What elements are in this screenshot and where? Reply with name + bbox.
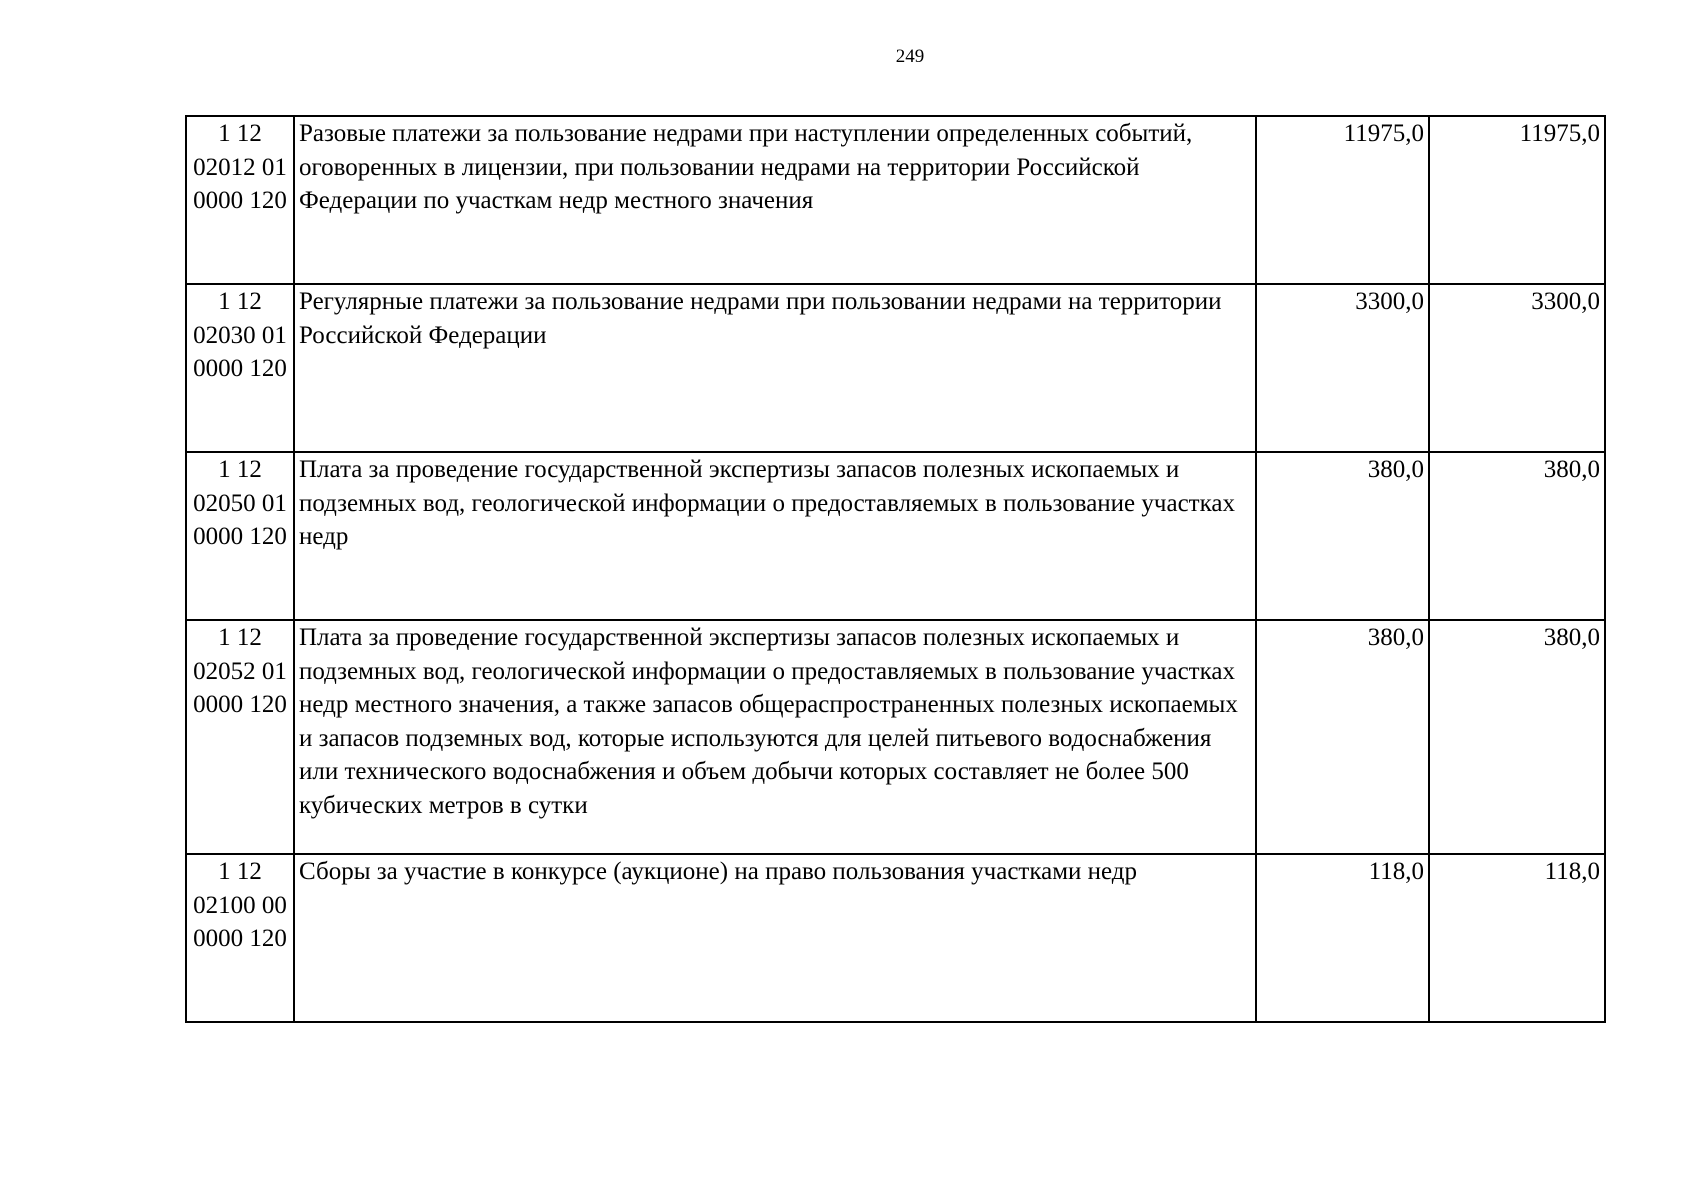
description-cell: Плата за проведение государственной экспертизы запасов полезных ископаемых и подземных вод, геологической информации о предоставляемых в пользование участках недр	[294, 452, 1256, 620]
value-cell-1: 11975,0	[1256, 116, 1429, 284]
table-row	[186, 284, 1605, 452]
value-cell-1: 380,0	[1256, 452, 1429, 620]
budget-code-cell: 1 12 02100 00 0000 120	[186, 854, 294, 1022]
page-number: 249	[895, 46, 925, 67]
value-cell-2: 3300,0	[1429, 284, 1605, 452]
description-cell: Разовые платежи за пользование недрами при наступлении определенных событий, оговоренных в лицензии, при пользовании недрами на территории Российской Федерации по участкам недр местного значения	[294, 116, 1256, 284]
table-row	[186, 452, 1605, 620]
budget-code-cell: 1 12 02050 01 0000 120	[186, 452, 294, 620]
description-cell: Плата за проведение государственной экспертизы запасов полезных ископаемых и подземных вод, геологической информации о предоставляемых в пользование участках недр местного значения, а также запасов общераспространенных полезных ископаемых и запасов подземных вод, которые используются для целей питьевого водоснабжения или технического водоснабжения и объем добычи которых составляет не более 500 кубических метров в сутки	[294, 620, 1256, 854]
value-cell-1: 118,0	[1256, 854, 1429, 1022]
table-row	[186, 620, 1605, 854]
value-cell-1: 3300,0	[1256, 284, 1429, 452]
budget-code-cell: 1 12 02030 01 0000 120	[186, 284, 294, 452]
value-cell-2: 11975,0	[1429, 116, 1605, 284]
table-row	[186, 116, 1605, 284]
table-row	[186, 854, 1605, 1022]
budget-code-cell: 1 12 02052 01 0000 120	[186, 620, 294, 854]
value-cell-2: 118,0	[1429, 854, 1605, 1022]
description-cell: Регулярные платежи за пользование недрами при пользовании недрами на территории Российской Федерации	[294, 284, 1256, 452]
revenue-table	[185, 115, 1606, 1023]
description-cell: Сборы за участие в конкурсе (аукционе) на право пользования участками недр	[294, 854, 1256, 1022]
value-cell-2: 380,0	[1429, 452, 1605, 620]
value-cell-1: 380,0	[1256, 620, 1429, 854]
value-cell-2: 380,0	[1429, 620, 1605, 854]
budget-code-cell: 1 12 02012 01 0000 120	[186, 116, 294, 284]
